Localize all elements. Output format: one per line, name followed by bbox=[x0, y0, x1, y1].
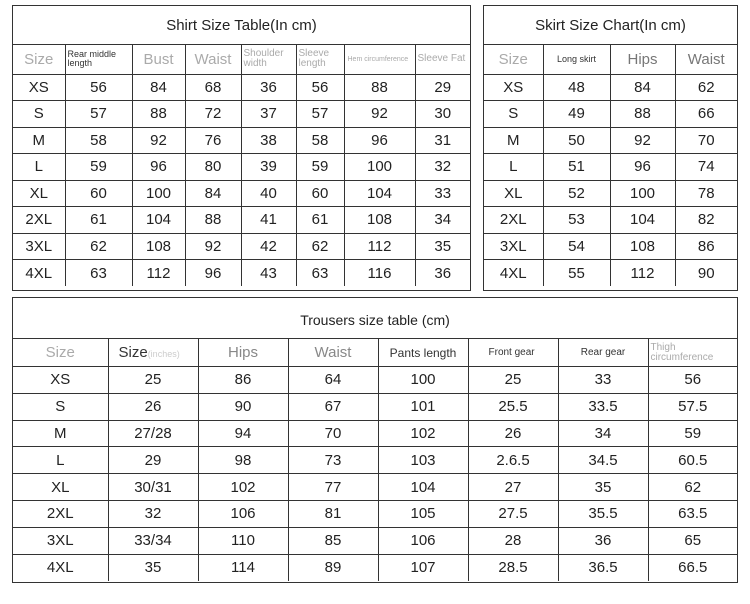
shirt-cell: 104 bbox=[132, 207, 185, 234]
shirt-cell: 60 bbox=[65, 180, 132, 207]
shirt-cell: 60 bbox=[296, 180, 344, 207]
shirt-size-label: L bbox=[13, 154, 65, 181]
shirt-size-table bbox=[12, 5, 471, 291]
trousers-cell: 27 bbox=[468, 474, 558, 501]
shirt-cell: 30 bbox=[415, 101, 470, 128]
skirt-cell: 52 bbox=[543, 180, 610, 207]
header-rear-middle-length: Rear middle length bbox=[65, 45, 132, 74]
trousers-cell: 106 bbox=[198, 500, 288, 527]
skirt-cell: 66 bbox=[675, 101, 737, 128]
trousers-cell: 32 bbox=[108, 500, 198, 527]
shirt-table-grid bbox=[13, 45, 470, 286]
shirt-row-xs bbox=[13, 74, 470, 101]
trousers-cell: 34.5 bbox=[558, 447, 648, 474]
trousers-cell: 28 bbox=[468, 527, 558, 554]
trousers-cell: 30/31 bbox=[108, 474, 198, 501]
shirt-cell: 37 bbox=[241, 101, 296, 128]
shirt-row-3xl bbox=[13, 233, 470, 260]
shirt-cell: 88 bbox=[344, 74, 415, 101]
shirt-cell: 108 bbox=[344, 207, 415, 234]
shirt-cell: 104 bbox=[344, 180, 415, 207]
shirt-cell: 31 bbox=[415, 127, 470, 154]
header-size-label: Size bbox=[118, 344, 148, 361]
trousers-cell: 101 bbox=[378, 393, 468, 420]
header-bust: Bust bbox=[132, 45, 185, 74]
header-hips: Hips bbox=[610, 45, 675, 74]
trousers-size-label: 2XL bbox=[13, 500, 108, 527]
header-hips: Hips bbox=[198, 339, 288, 367]
trousers-cell: 56 bbox=[648, 367, 737, 394]
skirt-cell: 84 bbox=[610, 74, 675, 101]
header-size-inches bbox=[108, 339, 198, 367]
trousers-row-m bbox=[13, 420, 737, 447]
header-inches-label: (inches) bbox=[147, 349, 180, 359]
shirt-row-4xl bbox=[13, 260, 470, 287]
trousers-cell: 33 bbox=[558, 367, 648, 394]
trousers-cell: 57.5 bbox=[648, 393, 737, 420]
trousers-cell: 85 bbox=[288, 527, 378, 554]
shirt-cell: 57 bbox=[65, 101, 132, 128]
skirt-cell: 96 bbox=[610, 154, 675, 181]
trousers-cell: 110 bbox=[198, 527, 288, 554]
trousers-cell: 28.5 bbox=[468, 554, 558, 581]
trousers-row-xs bbox=[13, 367, 737, 394]
shirt-cell: 58 bbox=[65, 127, 132, 154]
shirt-cell: 96 bbox=[185, 260, 241, 287]
skirt-cell: 100 bbox=[610, 180, 675, 207]
skirt-cell: 92 bbox=[610, 127, 675, 154]
shirt-cell: 58 bbox=[296, 127, 344, 154]
trousers-table-grid bbox=[13, 338, 737, 581]
shirt-cell: 59 bbox=[296, 154, 344, 181]
skirt-size-label: M bbox=[484, 127, 543, 154]
skirt-cell: 88 bbox=[610, 101, 675, 128]
trousers-cell: 64 bbox=[288, 367, 378, 394]
shirt-cell: 112 bbox=[132, 260, 185, 287]
trousers-cell: 104 bbox=[378, 474, 468, 501]
header-long-skirt: Long skirt bbox=[543, 45, 610, 74]
shirt-cell: 112 bbox=[344, 233, 415, 260]
trousers-cell: 36 bbox=[558, 527, 648, 554]
shirt-cell: 36 bbox=[415, 260, 470, 287]
skirt-size-label: XL bbox=[484, 180, 543, 207]
skirt-cell: 86 bbox=[675, 233, 737, 260]
shirt-cell: 92 bbox=[344, 101, 415, 128]
trousers-size-label: 3XL bbox=[13, 527, 108, 554]
skirt-size-label: 3XL bbox=[484, 233, 543, 260]
header-size: Size bbox=[484, 45, 543, 74]
shirt-row-m bbox=[13, 127, 470, 154]
skirt-row-l bbox=[484, 154, 737, 181]
trousers-cell: 35 bbox=[558, 474, 648, 501]
trousers-cell: 106 bbox=[378, 527, 468, 554]
trousers-cell: 65 bbox=[648, 527, 737, 554]
header-front-gear: Front gear bbox=[468, 339, 558, 367]
shirt-cell: 92 bbox=[185, 233, 241, 260]
header-sleeve-length: Sleeve length bbox=[296, 45, 344, 74]
skirt-size-label: XS bbox=[484, 74, 543, 101]
skirt-table-grid bbox=[484, 45, 737, 286]
skirt-cell: 90 bbox=[675, 260, 737, 287]
trousers-cell: 77 bbox=[288, 474, 378, 501]
shirt-size-label: M bbox=[13, 127, 65, 154]
skirt-cell: 70 bbox=[675, 127, 737, 154]
shirt-cell: 35 bbox=[415, 233, 470, 260]
trousers-cell: 29 bbox=[108, 447, 198, 474]
trousers-cell: 33.5 bbox=[558, 393, 648, 420]
skirt-row-3xl bbox=[484, 233, 737, 260]
skirt-cell: 53 bbox=[543, 207, 610, 234]
skirt-row-2xl bbox=[484, 207, 737, 234]
skirt-row-4xl bbox=[484, 260, 737, 287]
shirt-row-l bbox=[13, 154, 470, 181]
shirt-cell: 88 bbox=[185, 207, 241, 234]
skirt-size-label: L bbox=[484, 154, 543, 181]
shirt-cell: 62 bbox=[296, 233, 344, 260]
shirt-size-label: 2XL bbox=[13, 207, 65, 234]
trousers-cell: 98 bbox=[198, 447, 288, 474]
shirt-cell: 41 bbox=[241, 207, 296, 234]
shirt-cell: 92 bbox=[132, 127, 185, 154]
shirt-row-xl bbox=[13, 180, 470, 207]
header-pants-length: Pants length bbox=[378, 339, 468, 367]
trousers-cell: 2.6.5 bbox=[468, 447, 558, 474]
trousers-size-label: L bbox=[13, 447, 108, 474]
shirt-size-label: 4XL bbox=[13, 260, 65, 287]
trousers-cell: 100 bbox=[378, 367, 468, 394]
shirt-cell: 59 bbox=[65, 154, 132, 181]
trousers-cell: 27.5 bbox=[468, 500, 558, 527]
trousers-cell: 114 bbox=[198, 554, 288, 581]
trousers-row-xl bbox=[13, 474, 737, 501]
trousers-cell: 33/34 bbox=[108, 527, 198, 554]
shirt-size-label: 3XL bbox=[13, 233, 65, 260]
shirt-cell: 72 bbox=[185, 101, 241, 128]
skirt-cell: 50 bbox=[543, 127, 610, 154]
shirt-cell: 108 bbox=[132, 233, 185, 260]
shirt-cell: 116 bbox=[344, 260, 415, 287]
skirt-cell: 108 bbox=[610, 233, 675, 260]
trousers-row-2xl bbox=[13, 500, 737, 527]
trousers-cell: 73 bbox=[288, 447, 378, 474]
skirt-row-xl bbox=[484, 180, 737, 207]
shirt-cell: 76 bbox=[185, 127, 241, 154]
header-sleeve-fat: Sleeve Fat bbox=[415, 45, 470, 74]
trousers-cell: 94 bbox=[198, 420, 288, 447]
skirt-cell: 51 bbox=[543, 154, 610, 181]
skirt-cell: 78 bbox=[675, 180, 737, 207]
trousers-cell: 27/28 bbox=[108, 420, 198, 447]
shirt-cell: 63 bbox=[65, 260, 132, 287]
trousers-cell: 35 bbox=[108, 554, 198, 581]
skirt-cell: 112 bbox=[610, 260, 675, 287]
skirt-cell: 62 bbox=[675, 74, 737, 101]
shirt-cell: 42 bbox=[241, 233, 296, 260]
trousers-size-label: S bbox=[13, 393, 108, 420]
shirt-cell: 100 bbox=[344, 154, 415, 181]
skirt-cell: 55 bbox=[543, 260, 610, 287]
trousers-cell: 35.5 bbox=[558, 500, 648, 527]
shirt-cell: 56 bbox=[296, 74, 344, 101]
trousers-header-row bbox=[13, 339, 737, 367]
trousers-table-title: Trousers size table (cm) bbox=[300, 312, 450, 328]
skirt-row-m bbox=[484, 127, 737, 154]
trousers-cell: 103 bbox=[378, 447, 468, 474]
header-waist: Waist bbox=[288, 339, 378, 367]
shirt-cell: 80 bbox=[185, 154, 241, 181]
trousers-cell: 34 bbox=[558, 420, 648, 447]
header-waist: Waist bbox=[675, 45, 737, 74]
shirt-size-label: XS bbox=[13, 74, 65, 101]
header-size: Size bbox=[13, 339, 108, 367]
skirt-cell: 82 bbox=[675, 207, 737, 234]
header-waist: Waist bbox=[185, 45, 241, 74]
shirt-cell: 84 bbox=[185, 180, 241, 207]
shirt-cell: 61 bbox=[65, 207, 132, 234]
trousers-cell: 90 bbox=[198, 393, 288, 420]
header-size: Size bbox=[13, 45, 65, 74]
skirt-size-label: 4XL bbox=[484, 260, 543, 287]
skirt-table-title: Skirt Size Chart(In cm) bbox=[484, 6, 737, 45]
skirt-cell: 48 bbox=[543, 74, 610, 101]
trousers-row-l bbox=[13, 447, 737, 474]
trousers-size-table bbox=[12, 297, 738, 583]
shirt-cell: 61 bbox=[296, 207, 344, 234]
shirt-cell: 57 bbox=[296, 101, 344, 128]
trousers-cell: 67 bbox=[288, 393, 378, 420]
skirt-cell: 54 bbox=[543, 233, 610, 260]
shirt-cell: 68 bbox=[185, 74, 241, 101]
trousers-cell: 102 bbox=[378, 420, 468, 447]
header-shoulder-width: Shoulder width bbox=[241, 45, 296, 74]
shirt-cell: 43 bbox=[241, 260, 296, 287]
shirt-cell: 96 bbox=[344, 127, 415, 154]
trousers-row-s bbox=[13, 393, 737, 420]
header-rear-gear: Rear gear bbox=[558, 339, 648, 367]
skirt-header-row bbox=[484, 45, 737, 74]
trousers-cell: 59 bbox=[648, 420, 737, 447]
shirt-cell: 36 bbox=[241, 74, 296, 101]
skirt-size-chart bbox=[483, 5, 738, 291]
shirt-cell: 33 bbox=[415, 180, 470, 207]
shirt-cell: 100 bbox=[132, 180, 185, 207]
trousers-cell: 62 bbox=[648, 474, 737, 501]
trousers-size-label: XL bbox=[13, 474, 108, 501]
trousers-cell: 25 bbox=[108, 367, 198, 394]
trousers-cell: 60.5 bbox=[648, 447, 737, 474]
trousers-cell: 89 bbox=[288, 554, 378, 581]
shirt-table-title: Shirt Size Table(In cm) bbox=[13, 6, 470, 45]
shirt-cell: 62 bbox=[65, 233, 132, 260]
trousers-size-label: 4XL bbox=[13, 554, 108, 581]
shirt-cell: 32 bbox=[415, 154, 470, 181]
trousers-row-4xl bbox=[13, 554, 737, 581]
shirt-cell: 39 bbox=[241, 154, 296, 181]
trousers-cell: 81 bbox=[288, 500, 378, 527]
shirt-size-label: XL bbox=[13, 180, 65, 207]
trousers-cell: 26 bbox=[468, 420, 558, 447]
shirt-row-2xl bbox=[13, 207, 470, 234]
shirt-size-label: S bbox=[13, 101, 65, 128]
trousers-cell: 70 bbox=[288, 420, 378, 447]
trousers-row-3xl bbox=[13, 527, 737, 554]
shirt-cell: 34 bbox=[415, 207, 470, 234]
shirt-cell: 96 bbox=[132, 154, 185, 181]
trousers-size-label: XS bbox=[13, 367, 108, 394]
trousers-cell: 107 bbox=[378, 554, 468, 581]
shirt-cell: 63 bbox=[296, 260, 344, 287]
skirt-size-label: S bbox=[484, 101, 543, 128]
shirt-cell: 84 bbox=[132, 74, 185, 101]
trousers-cell: 66.5 bbox=[648, 554, 737, 581]
trousers-cell: 105 bbox=[378, 500, 468, 527]
trousers-cell: 26 bbox=[108, 393, 198, 420]
header-thigh-circumference: Thigh circumference bbox=[648, 339, 737, 367]
shirt-cell: 29 bbox=[415, 74, 470, 101]
skirt-row-xs bbox=[484, 74, 737, 101]
header-hem-circumference: Hem circumference bbox=[344, 45, 415, 74]
shirt-row-s bbox=[13, 101, 470, 128]
shirt-cell: 88 bbox=[132, 101, 185, 128]
skirt-size-label: 2XL bbox=[484, 207, 543, 234]
trousers-cell: 25 bbox=[468, 367, 558, 394]
trousers-size-label: M bbox=[13, 420, 108, 447]
skirt-cell: 49 bbox=[543, 101, 610, 128]
trousers-cell: 25.5 bbox=[468, 393, 558, 420]
shirt-cell: 40 bbox=[241, 180, 296, 207]
skirt-cell: 74 bbox=[675, 154, 737, 181]
shirt-cell: 38 bbox=[241, 127, 296, 154]
shirt-cell: 56 bbox=[65, 74, 132, 101]
skirt-cell: 104 bbox=[610, 207, 675, 234]
skirt-row-s bbox=[484, 101, 737, 128]
trousers-cell: 86 bbox=[198, 367, 288, 394]
trousers-cell: 36.5 bbox=[558, 554, 648, 581]
trousers-cell: 63.5 bbox=[648, 500, 737, 527]
trousers-cell: 102 bbox=[198, 474, 288, 501]
shirt-header-row bbox=[13, 45, 470, 74]
